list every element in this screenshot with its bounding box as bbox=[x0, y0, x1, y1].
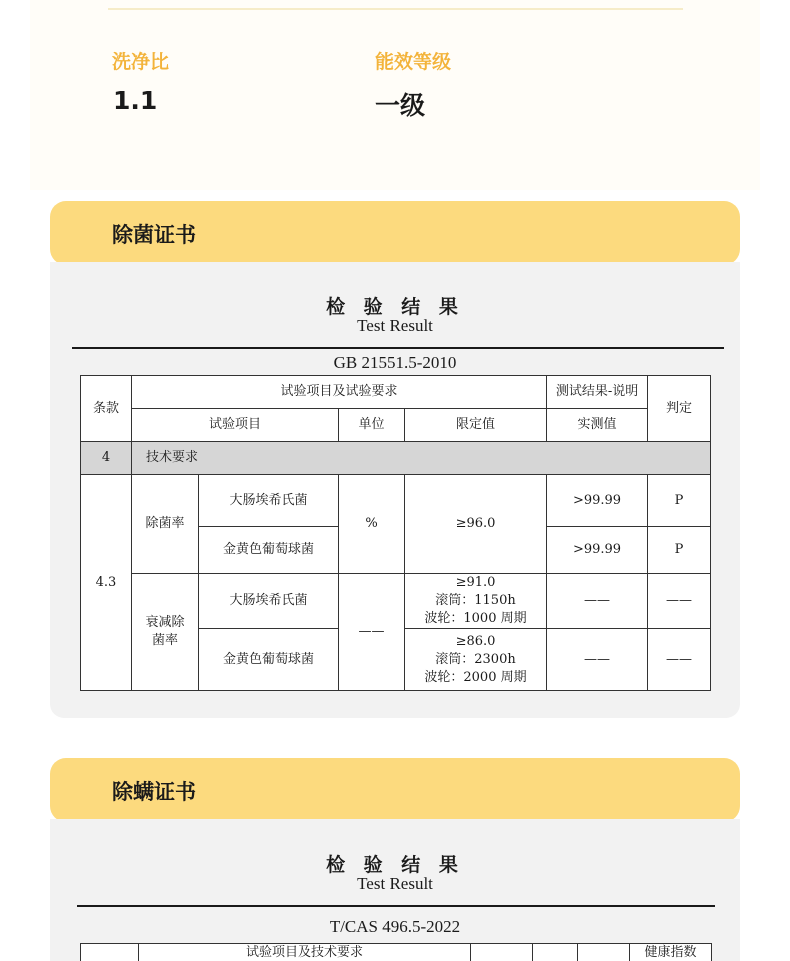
table-cell-item: 大肠埃希氏菌 bbox=[199, 475, 339, 527]
spec-value-energy-grade: 一级 bbox=[375, 91, 426, 120]
doc-title: 检 验 结 果 bbox=[326, 854, 464, 876]
section-title: 除菌证书 bbox=[112, 223, 196, 247]
header-items-requirements: 试验项目及试验要求 bbox=[132, 376, 547, 409]
table-cell-measured: >99.99 bbox=[547, 527, 648, 574]
table-cell-empty bbox=[533, 944, 578, 961]
clause-4-3: 4.3 bbox=[81, 475, 132, 691]
table-cell-measured: —— bbox=[547, 629, 648, 691]
section-title: 除螨证书 bbox=[112, 780, 196, 804]
table-cell-empty bbox=[578, 944, 630, 961]
result-table bbox=[80, 943, 712, 961]
table-cell-limit bbox=[405, 574, 547, 629]
certificate-mite-removal bbox=[50, 819, 740, 961]
spec-label-wash-ratio: 洗净比 bbox=[112, 51, 170, 73]
table-cell-item: 大肠埃希氏菌 bbox=[199, 574, 339, 629]
limit-line: 滚筒：1150h bbox=[435, 593, 516, 608]
header-test-result-desc: 测试结果-说明 bbox=[547, 376, 648, 409]
header-judgement: 判定 bbox=[648, 376, 711, 442]
limit-line: ≥91.0 bbox=[455, 575, 496, 590]
header-items-requirements: 试验项目及技术要求 bbox=[139, 944, 471, 961]
table-cell-limit: ≥96.0 bbox=[405, 475, 547, 574]
section-row-label: 技术要求 bbox=[132, 442, 711, 475]
spec-label-energy-grade: 能效等级 bbox=[375, 51, 452, 73]
result-table bbox=[80, 375, 711, 691]
header-health-index: 健康指数 bbox=[630, 944, 712, 961]
group-decay-sterilization-rate bbox=[132, 574, 199, 691]
group-name-line: 菌率 bbox=[151, 633, 178, 648]
certificate-sterilization bbox=[50, 262, 740, 718]
limit-line: 滚筒：2300h bbox=[435, 651, 516, 667]
section-header-sterilization bbox=[50, 201, 740, 265]
table-cell-judge: —— bbox=[648, 629, 711, 691]
top-divider bbox=[108, 8, 683, 10]
limit-line: 波轮：1000 周期 bbox=[424, 611, 527, 626]
group-sterilization-rate: 除菌率 bbox=[132, 475, 199, 574]
standard-code: T/CAS 496.5-2022 bbox=[329, 917, 461, 936]
header-clause: 条款 bbox=[81, 376, 132, 442]
header-limit: 限定值 bbox=[405, 409, 547, 442]
table-cell-measured: —— bbox=[547, 574, 648, 629]
doc-divider bbox=[77, 905, 715, 907]
limit-line: 波轮：2000 周期 bbox=[424, 669, 527, 685]
section-header-mite-removal bbox=[50, 758, 740, 822]
table-cell-judge: P bbox=[648, 475, 711, 527]
limit-line: ≥86.0 bbox=[455, 633, 496, 649]
header-measured: 实测值 bbox=[547, 409, 648, 442]
table-cell-empty bbox=[81, 944, 139, 961]
header-test-item: 试验项目 bbox=[132, 409, 339, 442]
doc-divider bbox=[72, 347, 724, 349]
table-cell-judge: P bbox=[648, 527, 711, 574]
table-cell-item: 金黄色葡萄球菌 bbox=[199, 629, 339, 691]
standard-code: GB 21551.5-2010 bbox=[333, 353, 457, 372]
doc-subtitle: Test Result bbox=[357, 316, 433, 335]
header-unit: 单位 bbox=[339, 409, 405, 442]
table-cell-limit bbox=[405, 629, 547, 691]
spec-value-wash-ratio: 1.1 bbox=[113, 86, 158, 115]
table-cell-empty bbox=[471, 944, 533, 961]
group-name-line: 衰减除 bbox=[145, 615, 185, 630]
section-row-clause: 4 bbox=[81, 442, 132, 475]
table-cell-measured: >99.99 bbox=[547, 475, 648, 527]
doc-subtitle: Test Result bbox=[357, 874, 433, 893]
table-cell-item: 金黄色葡萄球菌 bbox=[199, 527, 339, 574]
table-cell-unit: —— bbox=[339, 574, 405, 691]
table-cell-unit: % bbox=[339, 475, 405, 574]
table-cell-judge: —— bbox=[648, 574, 711, 629]
doc-title: 检 验 结 果 bbox=[326, 296, 464, 318]
